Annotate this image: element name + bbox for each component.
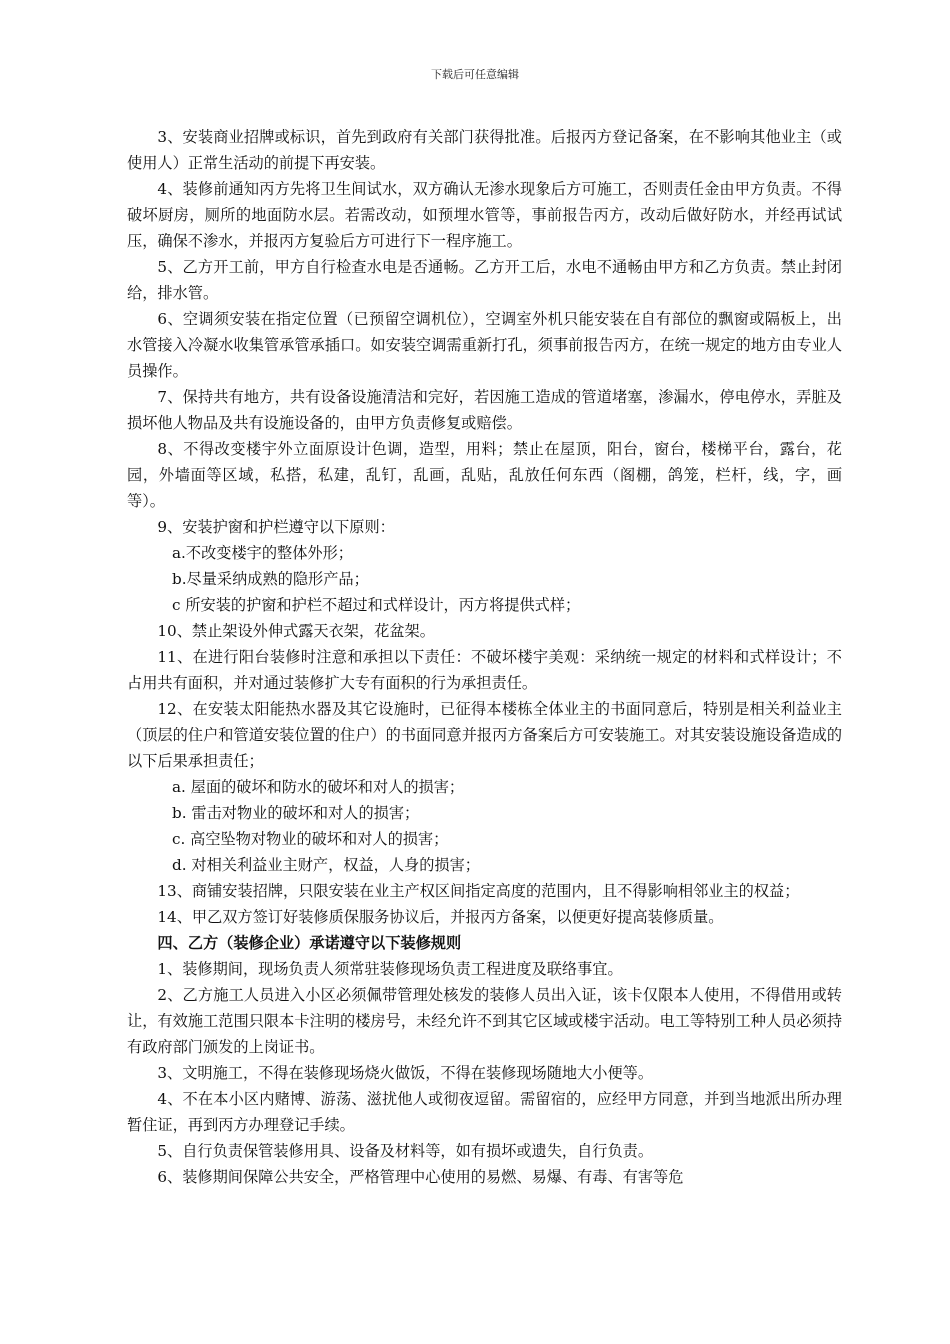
paragraph: 5、自行负责保管装修用具、设备及材料等，如有损坏或遗失，自行负责。 <box>157 1142 654 1160</box>
paragraph: 9、安装护窗和护栏遵守以下原则： <box>157 518 395 536</box>
sub-item: b.尽量采纳成熟的隐形产品； <box>172 570 369 588</box>
sub-item: d. 对相关利益业主财产，权益，人身的损害； <box>172 856 480 874</box>
paragraph: 4、不在本小区内赌博、游荡、滋扰他人或彻夜逗留。需留宿的，应经甲方同意，并到当地派出所办理暂住证，再到丙方办理登记手续。 <box>127 1090 842 1134</box>
paragraph: 1、装修期间，现场负责人须常驻装修现场负责工程进度及联络事宜。 <box>157 960 623 978</box>
paragraph: 6、空调须安装在指定位置（已预留空调机位），空调室外机只能安装在自有部位的飘窗或隔板上，出水管接入冷凝水收集管承管承插口。如安装空调需重新打孔，须事前报告丙方，在统一规定的地方由专业人员操作。 <box>127 310 842 380</box>
section-heading: 四、乙方（装修企业）承诺遵守以下装修规则 <box>157 934 462 952</box>
page-header: 下载后可任意编辑 <box>431 68 519 81</box>
paragraph: 3、安装商业招牌或标识，首先到政府有关部门获得批准。后报丙方登记备案，在不影响其他业主（或使用人）正常生活动的前提下再安装。 <box>127 128 842 172</box>
paragraph: 4、装修前通知丙方先将卫生间试水，双方确认无渗水现象后方可施工，否则责任金由甲方负责。不得破坏厨房，厕所的地面防水层。若需改动，如预埋水管等，事前报告丙方，改动后做好防水，并经再试试压，确保不渗水，并报丙方复验后方可进行下一程序施工。 <box>127 180 842 250</box>
paragraph: 8、不得改变楼宇外立面原设计色调，造型，用料；禁止在屋顶，阳台，窗台，楼梯平台，露台，花园，外墙面等区域，私搭，私建，乱钉，乱画，乱贴，乱放任何东西（阁棚，鸽笼，栏杆，线，字，画等）。 <box>127 440 842 510</box>
sub-item: b. 雷击对物业的破坏和对人的损害； <box>172 804 420 822</box>
sub-item: c 所安装的护窗和护栏不超过和式样设计，丙方将提供式样； <box>172 596 581 614</box>
paragraph: 6、装修期间保障公共安全，严格管理中心使用的易燃、易爆、有毒、有害等危 <box>157 1168 684 1186</box>
paragraph: 11、在进行阳台装修时注意和承担以下责任：不破坏楼宇美观：采纳统一规定的材料和式样设计；不占用共有面积，并对通过装修扩大专有面积的行为承担责任。 <box>127 648 842 692</box>
sub-item: a. 屋面的破坏和防水的破坏和对人的损害； <box>172 778 465 796</box>
paragraph: 13、商铺安装招牌，只限安装在业主产权区间指定高度的范围内，且不得影响相邻业主的权益； <box>157 882 800 900</box>
paragraph: 7、保持共有地方，共有设备设施清洁和完好，若因施工造成的管道堵塞，渗漏水，停电停水，弄脏及损坏他人物品及共有设施设备的，由甲方负责修复或赔偿。 <box>127 388 842 432</box>
sub-item: a.不改变楼宇的整体外形； <box>172 544 353 562</box>
paragraph: 3、文明施工，不得在装修现场烧火做饭，不得在装修现场随地大小便等。 <box>157 1064 654 1082</box>
paragraph: 14、甲乙双方签订好装修质保服务协议后，并报丙方备案，以便更好提高装修质量。 <box>157 908 724 926</box>
paragraph: 5、乙方开工前，甲方自行检查水电是否通畅。乙方开工后，水电不通畅由甲方和乙方负责。禁止封闭给，排水管。 <box>127 258 842 302</box>
paragraph: 12、在安装太阳能热水器及其它设施时，已征得本楼栋全体业主的书面同意后，特别是相关利益业主（顶层的住户和管道安装位置的住户）的书面同意并报丙方备案后方可安装施工。对其安装设施设备造成的以下后果承担责任； <box>127 700 842 770</box>
paragraph: 2、乙方施工人员进入小区必须佩带管理处核发的装修人员出入证，该卡仅限本人使用，不得借用或转让，有效施工范围只限本卡注明的楼房号，未经允许不到其它区域或楼宇活动。电工等特别工种人员必须持有政府部门颁发的上岗证书。 <box>127 986 842 1056</box>
paragraph: 10、禁止架设外伸式露天衣架，花盆架。 <box>157 622 435 640</box>
document-body <box>127 124 842 1190</box>
sub-item: c. 高空坠物对物业的破坏和对人的损害； <box>172 830 449 848</box>
